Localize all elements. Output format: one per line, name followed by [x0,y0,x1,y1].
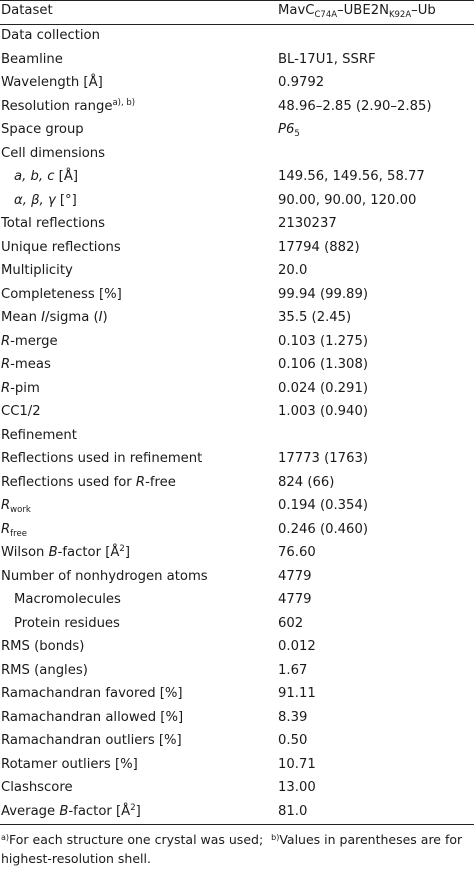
row-label: CC1/2 [1,404,41,419]
table-row [0,424,474,448]
row-label: Space group [1,122,84,137]
row-label: R-meas [1,357,51,372]
section-data-collection: Data collection [1,28,100,43]
row-value: 13.00 [278,780,316,795]
row-label: Multiplicity [1,263,73,278]
table-row [0,165,474,189]
row-value: 90.00, 90.00, 120.00 [278,192,417,208]
header-complex: $MavC_{C74A}-UBE2N_{K92A}-Ub$ [278,3,436,20]
row-label: Wavelength [Å] [1,75,103,90]
row-label: R-pim [1,380,40,396]
row-label: Completeness [%] [1,286,122,302]
table-row [0,471,474,495]
table-row [0,541,474,565]
row-label: R-merge [1,333,58,349]
row-value: 81.0 [278,803,308,819]
row-label: Mean I/sigma (I) [1,310,108,325]
table-row [0,659,474,683]
row-label: Number of nonhydrogen atoms [1,568,208,584]
row-label: Reflections used for R-free [1,474,176,490]
row-value: 35.5 (2.45) [278,310,352,325]
row-label: α, β, γ [°] [14,192,77,208]
row-value: 17794 (882) [278,239,360,255]
row-label: Clashscore [1,780,73,795]
footnote-a: For each structure one crystal was used; [9,832,264,847]
table-row [0,95,474,119]
table-row [0,142,474,166]
table-header [0,0,474,24]
table-row [0,518,474,542]
row-value: 0.194 (0.354) [278,498,368,513]
table-row [0,753,474,777]
row-label: Rotamer outliers [%] [1,756,138,772]
table-row [0,71,474,95]
row-value: 0.103 (1.275) [278,333,368,349]
table-row [0,212,474,236]
table-row [0,400,474,424]
table-row [0,682,474,706]
row-label: Beamline [1,51,63,67]
table-row [0,800,474,824]
table-row [0,48,474,72]
row-value: 0.246 (0.460) [278,521,368,537]
row-label: Reflections used in refinement [1,451,203,466]
row-label: Average B-factor $[Å^2]$ [1,802,141,819]
table-row [0,118,474,142]
section-refinement: Refinement [1,427,77,443]
row-value: $P6_5$ [278,122,300,139]
row-label: Macromolecules [14,592,121,607]
table-row [0,259,474,283]
row-value: 602 [278,615,304,631]
table-row [0,635,474,659]
table-row [0,588,474,612]
table-row [0,189,474,213]
table-row [0,494,474,518]
footnote-b-mark: b) [271,833,280,842]
row-value: 2130237 [278,216,337,231]
row-value: 4779 [278,568,312,584]
row-value: 10.71 [278,756,316,772]
row-label: Resolution range$^{a), b)}$ [1,97,136,114]
table-row [0,353,474,377]
row-label: $R_{work}$ [1,498,31,515]
table-row [0,330,474,354]
table-bottom-rule [0,824,474,825]
footnote-b: Values in parentheses are for highest-resolution shell. [1,832,463,866]
row-value: BL-17U1, SSRF [278,51,376,67]
table-row [0,306,474,330]
row-label: $R_{free}$ [1,521,27,539]
row-label: Cell dimensions [1,145,106,161]
table-row [0,447,474,471]
row-value: 99.94 (99.89) [278,286,368,302]
row-value: 1.003 (0.940) [278,404,368,419]
row-label: Ramachandran favored [%] [1,686,183,701]
row-label: Ramachandran outliers [%] [1,733,182,748]
row-value: 8.39 [278,709,308,725]
row-value: 76.60 [278,545,316,560]
row-value: 1.67 [278,662,308,678]
row-value: 149.56, 149.56, 58.77 [278,169,425,184]
row-value: 824 (66) [278,474,335,490]
row-value: 17773 (1763) [278,451,368,466]
table-row [0,612,474,636]
table-row [0,236,474,260]
row-value: 48.96–2.85 (2.90–2.85) [278,98,432,114]
footnote-a-mark: a) [1,833,10,842]
row-value: 0.9792 [278,75,325,90]
row-value: 0.024 (0.291) [278,380,368,396]
row-value: 0.012 [278,639,316,654]
table-row [0,706,474,730]
row-value: 20.0 [278,263,308,278]
table-footnotes [1,830,473,868]
row-value: 0.106 (1.308) [278,357,368,372]
row-label: Protein residues [14,615,120,631]
row-label: RMS (bonds) [1,639,85,654]
row-label: Wilson B-factor $[Å^2]$ [1,544,130,560]
row-value: 4779 [278,592,312,607]
row-label: a, b, c [Å] [14,169,78,184]
table-row [0,565,474,589]
row-value: 91.11 [278,686,316,701]
header-dataset: Dataset [1,3,53,18]
row-value: 0.50 [278,733,308,748]
table-row [0,24,474,48]
table-row [0,729,474,753]
table-row [0,776,474,800]
table-row [0,377,474,401]
row-label: RMS (angles) [1,662,88,678]
row-label: Ramachandran allowed [%] [1,709,184,725]
table-row [0,283,474,307]
row-label: Unique reflections [1,239,121,255]
row-label: Total reflections [1,216,106,231]
